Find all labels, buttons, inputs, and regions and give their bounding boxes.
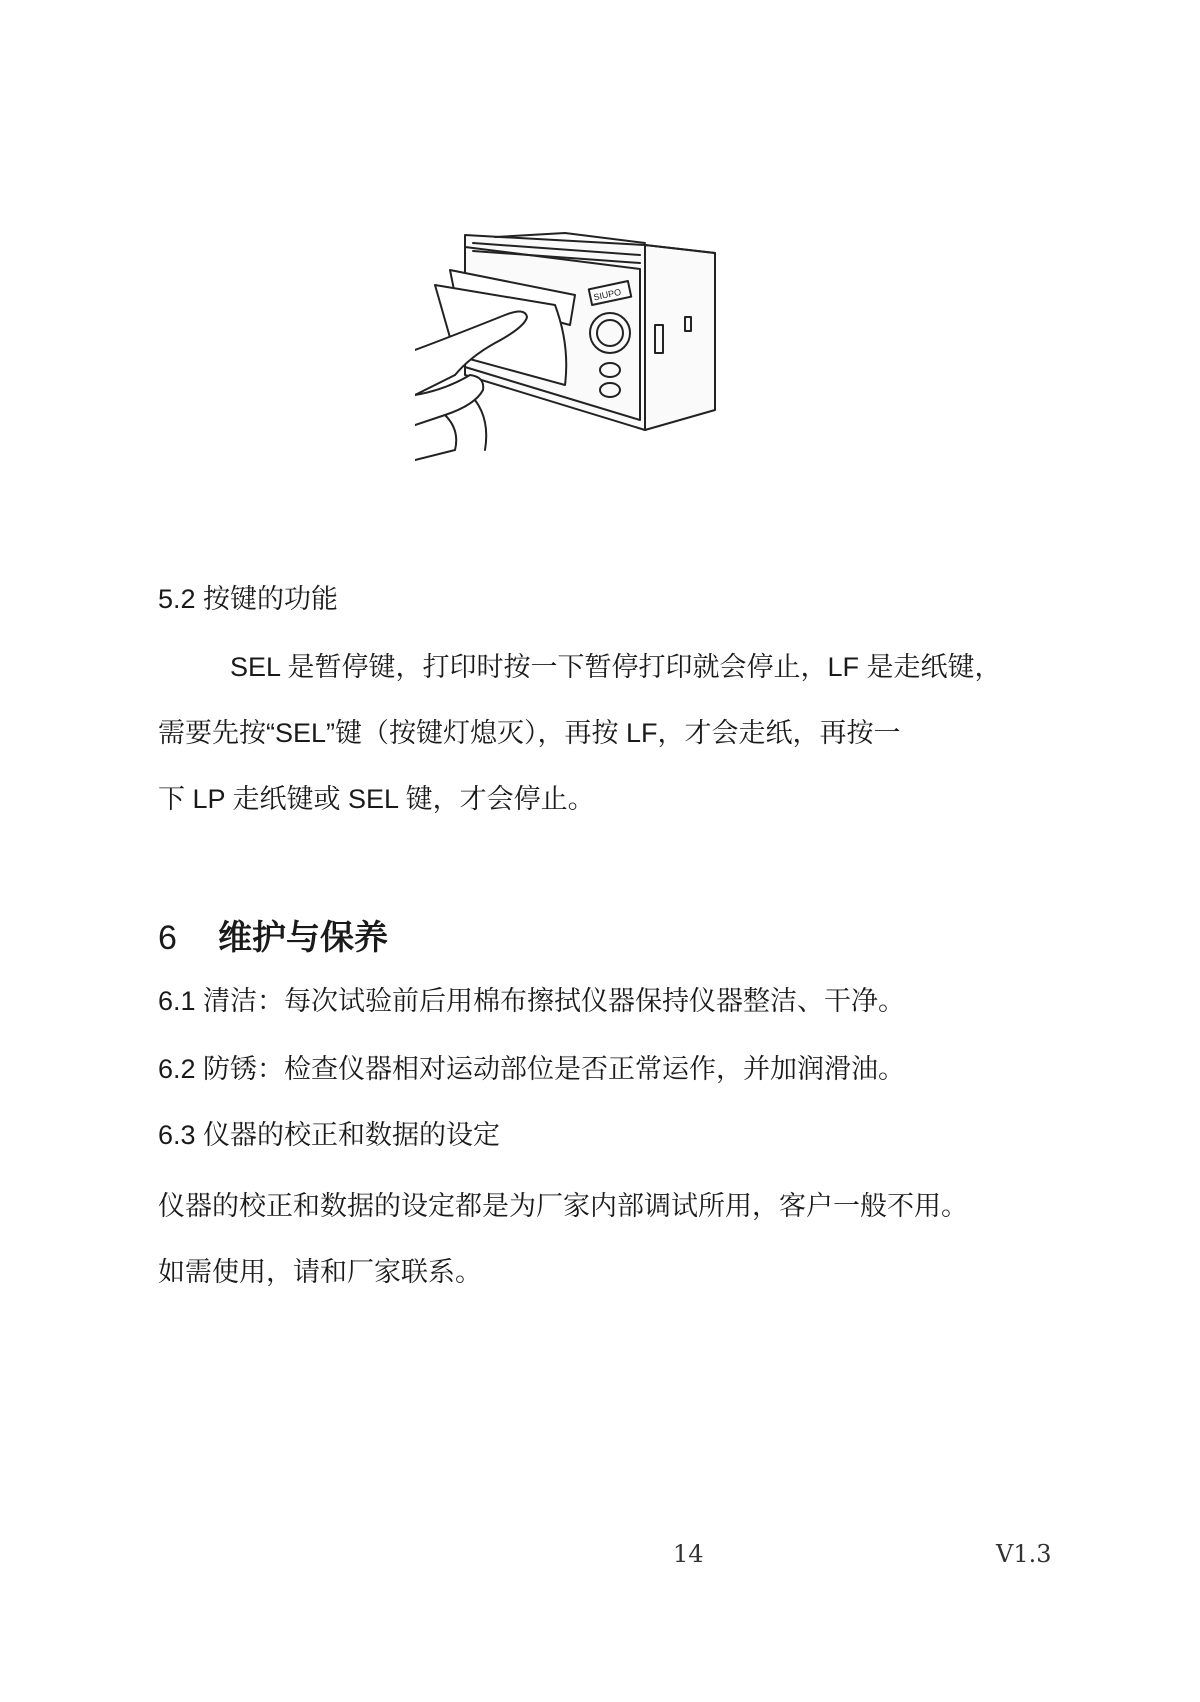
section-6-1-item: 6.1 清洁：每次试验前后用棉布擦拭仪器保持仪器整洁、干净。 xyxy=(158,986,906,1016)
printer-paper-feed-illustration xyxy=(415,225,745,475)
printer-brand-label: SIUPO xyxy=(592,286,623,303)
section-6-2-item: 6.2 防锈：检查仪器相对运动部位是否正常运作，并加润滑油。 xyxy=(158,1054,906,1084)
paragraph-line: SEL 是暂停键，打印时按一下暂停打印就会停止，LF 是走纸键， xyxy=(230,652,1002,682)
section-6-3-paragraph-line: 如需使用，请和厂家联系。 xyxy=(158,1257,482,1287)
paragraph-line: 需要先按“SEL”键（按键灯熄灭），再按 LF，才会走纸，再按一 xyxy=(158,718,901,748)
section-6-3-paragraph-line: 仪器的校正和数据的设定都是为厂家内部调试所用，客户一般不用。 xyxy=(158,1191,968,1221)
section-6-3-heading: 6.3 仪器的校正和数据的设定 xyxy=(158,1120,501,1150)
section-5-2-heading: 5.2 按键的功能 xyxy=(158,584,339,614)
page-number: 14 xyxy=(673,1540,704,1568)
document-version: V1.3 xyxy=(996,1540,1052,1568)
section-title: 维护与保养 xyxy=(218,919,388,957)
section-6-heading xyxy=(158,918,388,958)
section-number: 6 xyxy=(158,919,177,957)
paragraph-line: 下 LP 走纸键或 SEL 键，才会停止。 xyxy=(158,784,595,814)
